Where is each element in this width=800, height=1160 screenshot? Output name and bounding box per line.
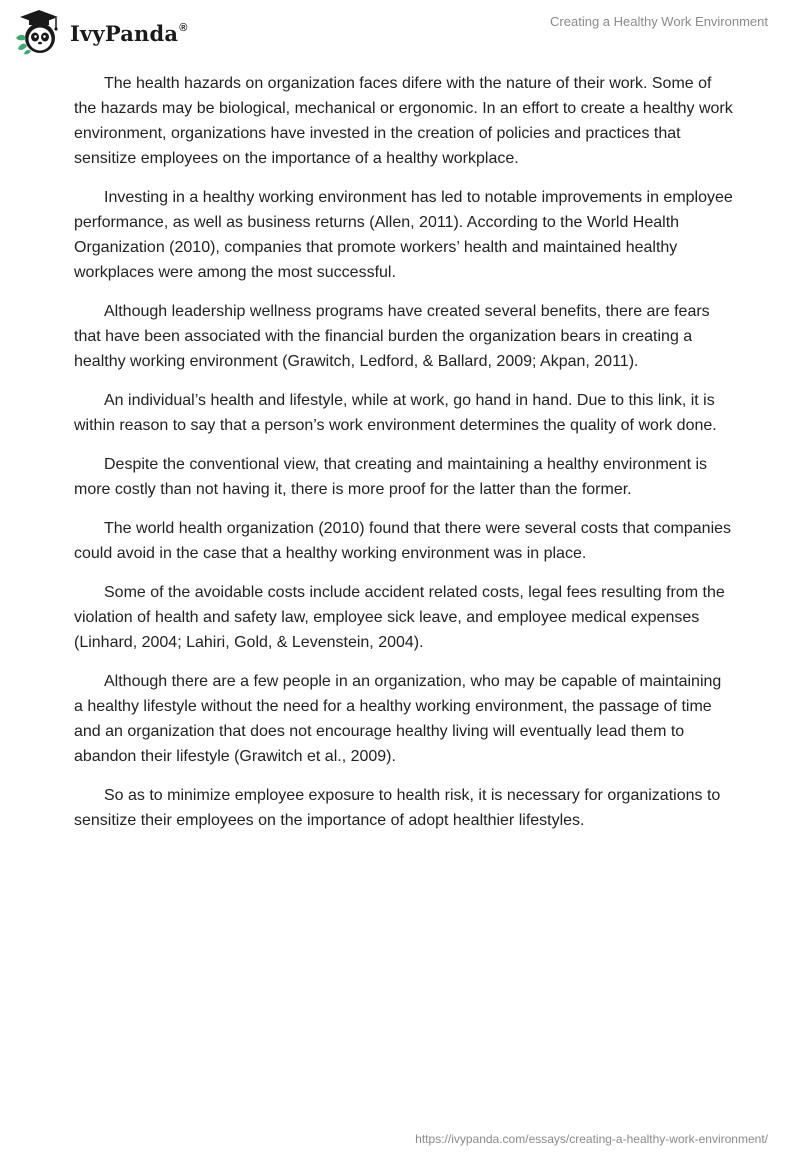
essay-body — [74, 71, 734, 847]
paragraph: Although leadership wellness programs have created several benefits, there are fears that have been associated with the financial burden the organization bears in creating a healthy working environment (Grawitch, Ledford, & Ballard, 2009; Akpan, 2011). — [74, 303, 710, 370]
paragraph: Although there are a few people in an organization, who may be capable of maintaining a healthy lifestyle without the need for a healthy working environment, the passage of time and an organization that does not encourage healthy living will eventually lead them to abandon their lifestyle (Grawitch et al., 2009). — [74, 673, 722, 765]
registered-mark: ® — [179, 21, 188, 34]
source-url-link[interactable]: https://ivypanda.com/essays/creating-a-healthy-work-environment/ — [415, 1132, 768, 1146]
paragraph: The health hazards on organization faces difere with the nature of their work. Some of the hazards may be biological, mechanical or ergonomic. In an effort to create a healthy work environment, organizations have invested in the creation of policies and practices that sensitize employees on the importance of a healthy workplace. — [74, 75, 733, 167]
paragraph: Investing in a healthy working environment has led to notable improvements in employee performance, as well as business returns (Allen, 2011). According to the World Health Organization (2010), companies that promote workers’ health and maintained healthy workplaces were among the most successful. — [74, 189, 733, 281]
paragraph: The world health organization (2010) found that there were several costs that companies could avoid in the case that a healthy working environment was in place. — [74, 520, 732, 562]
brand-name: IvyPanda® — [70, 20, 188, 46]
panda-graduate-icon — [14, 8, 64, 56]
document-title: Creating a Healthy Work Environment — [550, 14, 768, 29]
paragraph: So as to minimize employee exposure to health risk, it is necessary for organizations to sensitize their employees on the importance of adopt healthier lifestyles. — [74, 787, 721, 829]
ivypanda-logo[interactable] — [14, 8, 188, 56]
page-header — [0, 0, 800, 60]
paragraph: Despite the conventional view, that creating and maintaining a healthy environment is more costly than not having it, there is more proof for the latter than the former. — [74, 456, 708, 498]
paragraph: Some of the avoidable costs include accident related costs, legal fees resulting from the violation of health and safety law, employee sick leave, and employee medical expenses (Linhard, 2004; Lahiri, Gold, & Levenstein, 2004). — [74, 584, 725, 651]
paragraph: An individual’s health and lifestyle, while at work, go hand in hand. Due to this link, it is within reason to say that a person’s work environment determines the quality of work done. — [74, 392, 717, 434]
